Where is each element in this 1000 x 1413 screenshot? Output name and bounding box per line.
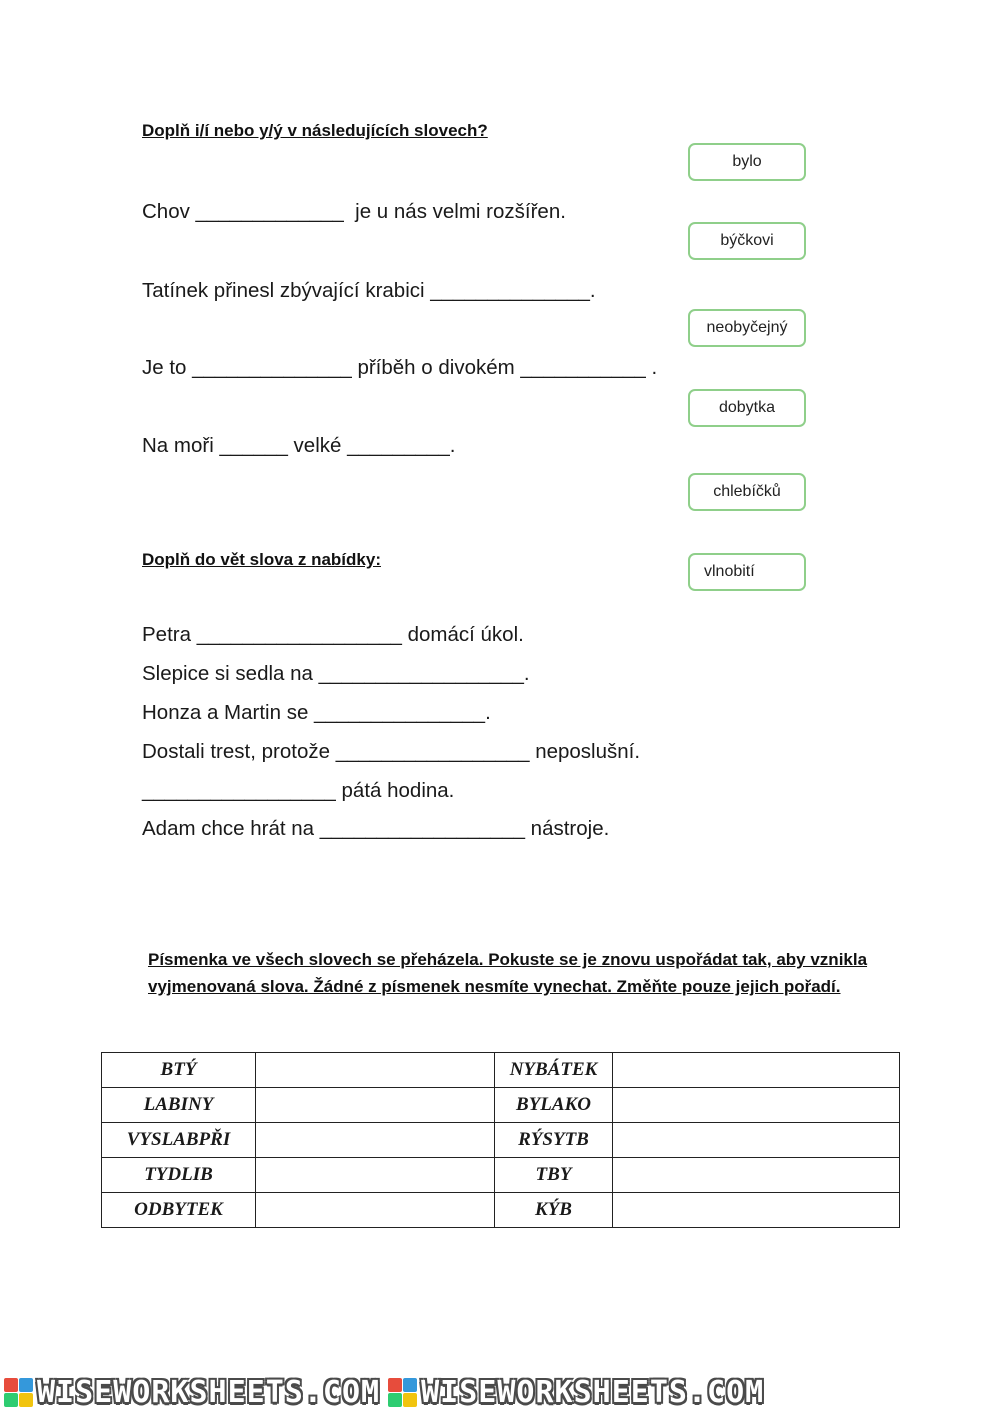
- scrambled-word: NYBÁTEK: [495, 1053, 613, 1088]
- answer-cell[interactable]: [256, 1088, 495, 1123]
- answer-cell[interactable]: [613, 1053, 900, 1088]
- table-row: [102, 1193, 900, 1228]
- section3-instruction-line-1: Písmenka ve všech slovech se přeházela. Pokuste se je znovu uspořádat tak, aby vznikla: [148, 950, 868, 969]
- scrambled-words-table: [101, 1052, 900, 1228]
- scrambled-word: TYDLIB: [102, 1158, 256, 1193]
- logo-square: [4, 1378, 18, 1392]
- logo-square: [403, 1378, 417, 1392]
- scrambled-word: VYSLABPŘI: [102, 1123, 256, 1158]
- section2-sentence-6: Adam chce hrát na __________________ nástroje.: [142, 817, 610, 840]
- word-chip-bylo[interactable]: bylo: [688, 143, 806, 181]
- footer-watermark: [0, 1372, 1000, 1413]
- section1-sentence-2: Tatínek přinesl zbývající krabici ______________.: [142, 279, 596, 302]
- logo-text: WISEWORKSHEETS.COM: [37, 1375, 381, 1410]
- scrambled-word: ODBYTEK: [102, 1193, 256, 1228]
- answer-cell[interactable]: [256, 1158, 495, 1193]
- logo-square: [403, 1393, 417, 1407]
- word-chip-vlnobiti[interactable]: vlnobití: [688, 553, 806, 591]
- section3-instruction-line-2: vyjmenovaná slova. Žádné z písmenek nesmíte vynechat. Změňte pouze jejich pořadí.: [148, 977, 841, 996]
- logo-squares-icon: [388, 1378, 417, 1407]
- table-row: [102, 1158, 900, 1193]
- scrambled-word: BYLAKO: [495, 1088, 613, 1123]
- wiseworksheets-logo-2: [388, 1375, 764, 1410]
- answer-cell[interactable]: [613, 1193, 900, 1228]
- wiseworksheets-logo-1: [4, 1375, 380, 1410]
- section1-heading: Doplň i/í nebo y/ý v následujících slovech?: [142, 121, 488, 140]
- logo-squares-icon: [4, 1378, 33, 1407]
- logo-square: [4, 1393, 18, 1407]
- answer-cell[interactable]: [256, 1053, 495, 1088]
- section2-sentence-3: Honza a Martin se _______________.: [142, 701, 491, 724]
- logo-square: [388, 1378, 402, 1392]
- answer-cell[interactable]: [613, 1123, 900, 1158]
- logo-square: [19, 1393, 33, 1407]
- section1-sentence-1: Chov _____________ je u nás velmi rozšířen.: [142, 200, 566, 223]
- word-chip-dobytka[interactable]: dobytka: [688, 389, 806, 427]
- scrambled-word: RÝSYTB: [495, 1123, 613, 1158]
- word-chip-chlebicku[interactable]: chlebíčků: [688, 473, 806, 511]
- section2-sentence-1: Petra __________________ domácí úkol.: [142, 623, 524, 646]
- scrambled-word: LABINY: [102, 1088, 256, 1123]
- section2-sentence-4: Dostali trest, protože _________________ neposlušní.: [142, 740, 641, 763]
- table-row: [102, 1088, 900, 1123]
- logo-text: WISEWORKSHEETS.COM: [421, 1375, 765, 1410]
- scrambled-word: KÝB: [495, 1193, 613, 1228]
- table-row: [102, 1053, 900, 1088]
- answer-cell[interactable]: [613, 1158, 900, 1193]
- section3-instruction: [148, 946, 888, 1000]
- word-chip-neobycejny[interactable]: neobyčejný: [688, 309, 806, 347]
- scrambled-word: BTÝ: [102, 1053, 256, 1088]
- answer-cell[interactable]: [613, 1088, 900, 1123]
- answer-cell[interactable]: [256, 1193, 495, 1228]
- section2-sentence-2: Slepice si sedla na __________________.: [142, 662, 530, 685]
- section2-heading: Doplň do vět slova z nabídky:: [142, 550, 381, 569]
- answer-cell[interactable]: [256, 1123, 495, 1158]
- section1-sentence-4: Na moři ______ velké _________.: [142, 434, 456, 457]
- scrambled-word: TBY: [495, 1158, 613, 1193]
- section1-sentence-3: Je to ______________ příběh o divokém ___________ .: [142, 356, 658, 379]
- logo-square: [388, 1393, 402, 1407]
- logo-square: [19, 1378, 33, 1392]
- table-row: [102, 1123, 900, 1158]
- section2-sentence-5: _________________ pátá hodina.: [142, 779, 455, 802]
- word-chip-byckovi[interactable]: býčkovi: [688, 222, 806, 260]
